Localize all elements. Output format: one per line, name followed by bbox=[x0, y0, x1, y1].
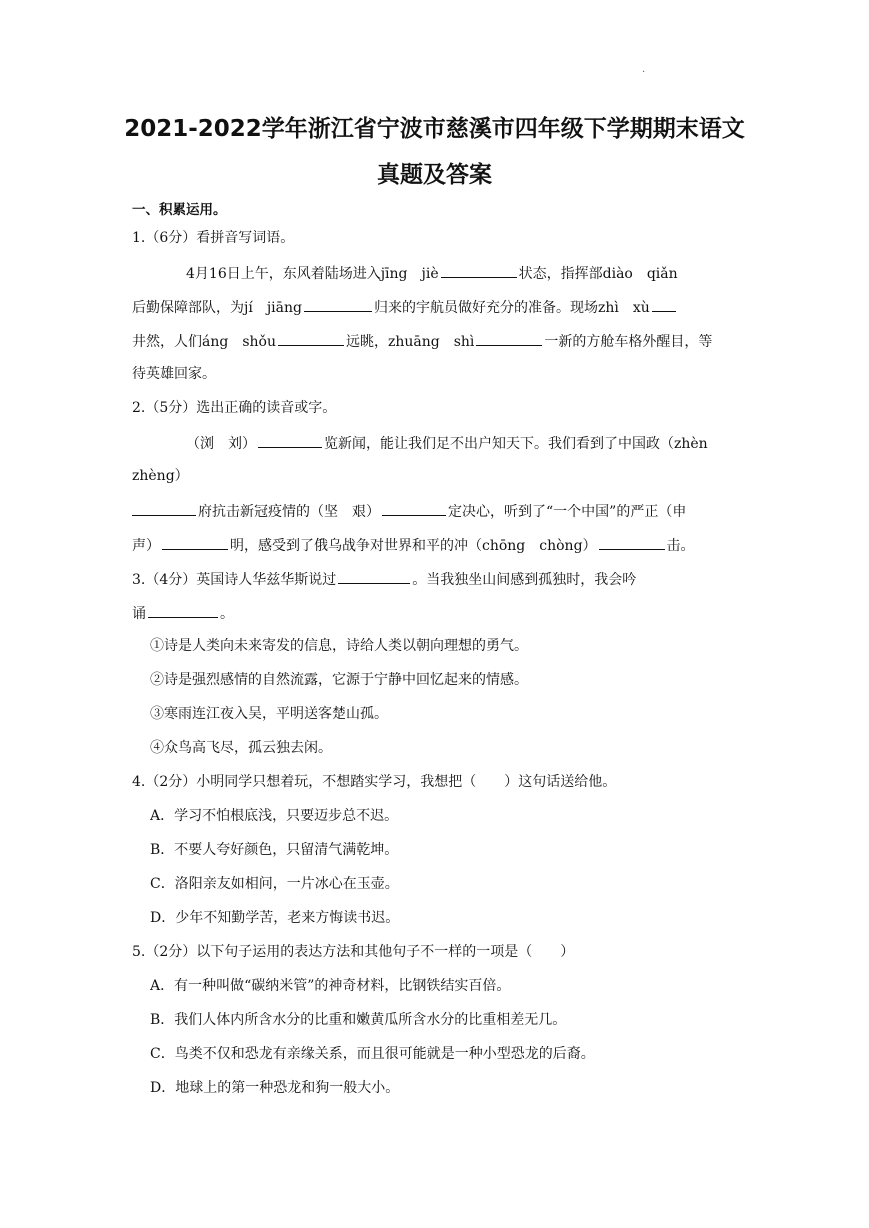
question-2-line3 bbox=[132, 500, 686, 522]
question-3-option-1: ①诗是人类向未来寄发的信息，诗给人类以朝向理想的勇气。 bbox=[150, 638, 528, 654]
question-3-option-3: ③寒雨连江夜入吴，平明送客楚山孤。 bbox=[150, 706, 388, 722]
question-4-option-a: A．学习不怕根底浅，只要迈步总不迟。 bbox=[150, 808, 399, 824]
q1-text: 归来的宇航员做好充分的准备。现场zhì xù bbox=[373, 300, 650, 316]
section-heading: 一、积累运用。 bbox=[132, 202, 227, 218]
question-1-line1 bbox=[186, 262, 678, 284]
question-1-line2 bbox=[132, 296, 678, 318]
answer-blank[interactable] bbox=[652, 296, 676, 312]
question-5-option-a: A．有一种叫做“碳纳米管”的神奇材料，比钢铁结实百倍。 bbox=[150, 978, 511, 994]
question-4-option-b: B．不要人夸好颜色，只留清气满乾坤。 bbox=[150, 842, 399, 858]
answer-blank[interactable] bbox=[441, 262, 517, 278]
q1-text: 状态，指挥部diào qiǎn bbox=[518, 266, 678, 282]
answer-blank[interactable] bbox=[382, 500, 446, 516]
answer-blank[interactable] bbox=[162, 534, 228, 550]
q3-text: 。 bbox=[220, 606, 234, 622]
q3-text: 3.（4分）英国诗人华兹华斯说过 bbox=[132, 572, 337, 588]
q1-text: 后勤保障部队，为jí jiāng bbox=[132, 300, 302, 316]
question-5-option-b: B．我们人体内所含水分的比重和嫩黄瓜所含水分的比重相差无几。 bbox=[150, 1012, 567, 1028]
question-2-line1 bbox=[186, 432, 708, 454]
question-1-line3 bbox=[132, 330, 712, 352]
question-3-line1 bbox=[132, 568, 636, 590]
page-mark: . bbox=[642, 64, 646, 75]
question-2-line4 bbox=[132, 534, 695, 556]
question-5-option-d: D．地球上的第一种恐龙和狗一般大小。 bbox=[150, 1080, 400, 1096]
question-5-option-c: C．鸟类不仅和恐龙有亲缘关系，而且很可能就是一种小型恐龙的后裔。 bbox=[150, 1046, 595, 1062]
answer-blank[interactable] bbox=[304, 296, 372, 312]
q1-text: 一新的方舱车格外醒目，等 bbox=[544, 334, 713, 350]
document-title-line1: 2021-2022学年浙江省宁波市慈溪市四年级下学期期末语文 bbox=[124, 116, 745, 142]
question-4-stem: 4.（2分）小明同学只想着玩，不想踏实学习，我想把（ ）这句话送给他。 bbox=[132, 774, 617, 790]
question-2-line2: zhèng） bbox=[132, 468, 189, 484]
answer-blank[interactable] bbox=[148, 602, 218, 618]
q3-text: 。当我独坐山间感到孤独时，我会吟 bbox=[412, 572, 637, 588]
answer-blank[interactable] bbox=[599, 534, 665, 550]
q2-text: 府抗击新冠疫情的（坚 艰） bbox=[198, 504, 380, 520]
answer-blank[interactable] bbox=[258, 432, 322, 448]
question-3-option-2: ②诗是强烈感情的自然流露，它源于宁静中回忆起来的情感。 bbox=[150, 672, 528, 688]
question-1-stem: 1.（6分）看拼音写词语。 bbox=[132, 230, 295, 246]
q2-text: （浏 刘） bbox=[186, 436, 256, 452]
q2-text: 击。 bbox=[666, 538, 695, 554]
question-2-stem: 2.（5分）选出正确的读音或字。 bbox=[132, 400, 337, 416]
document-title-line2: 真题及答案 bbox=[377, 162, 492, 188]
answer-blank[interactable] bbox=[132, 500, 196, 516]
question-3-option-4: ④众鸟高飞尽，孤云独去闲。 bbox=[150, 740, 332, 756]
question-1-line4: 待英雄回家。 bbox=[132, 366, 216, 382]
q1-text: 4月16日上午，东风着陆场进入jīng jiè bbox=[186, 266, 439, 282]
q3-text: 诵 bbox=[132, 606, 146, 622]
answer-blank[interactable] bbox=[278, 330, 344, 346]
q2-text: 声） bbox=[132, 538, 160, 554]
q2-text: 定决心，听到了“一个中国”的严正（申 bbox=[448, 504, 687, 520]
question-5-stem: 5.（2分）以下句子运用的表达方法和其他句子不一样的一项是（ ） bbox=[132, 944, 575, 960]
question-3-line2 bbox=[132, 602, 234, 624]
q2-text: 明，感受到了俄乌战争对世界和平的冲（chōng chòng） bbox=[230, 538, 597, 554]
q1-text: 远眺，zhuāng shì bbox=[345, 334, 475, 350]
q2-text: 览新闻，能让我们足不出户知天下。我们看到了中国政（zhèn bbox=[324, 436, 708, 452]
question-4-option-c: C．洛阳亲友如相问，一片冰心在玉壶。 bbox=[150, 876, 399, 892]
q1-text: 井然，人们áng shǒu bbox=[132, 334, 276, 350]
answer-blank[interactable] bbox=[476, 330, 542, 346]
answer-blank[interactable] bbox=[338, 568, 410, 584]
question-4-option-d: D．少年不知勤学苦，老来方悔读书迟。 bbox=[150, 910, 400, 926]
